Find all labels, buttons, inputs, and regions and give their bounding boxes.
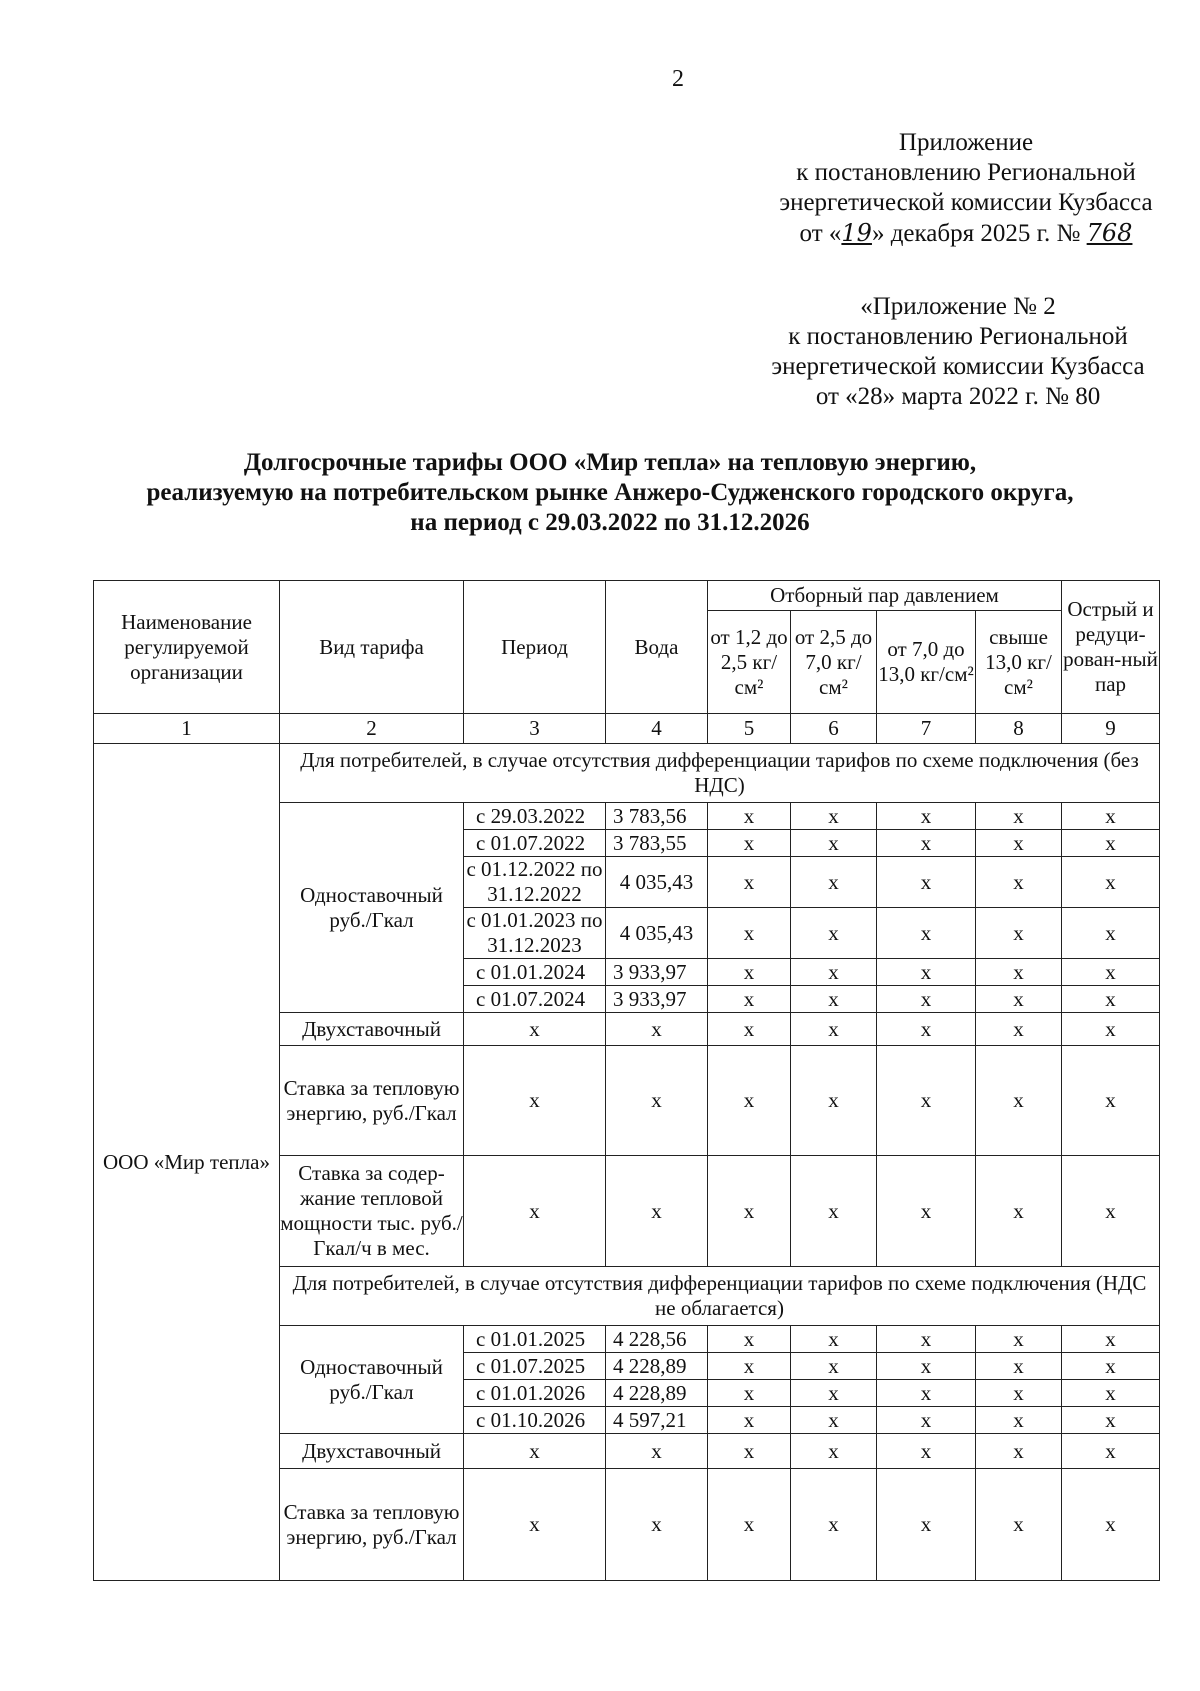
tariff-type-cell: Одноставочный руб./Гкал (280, 803, 464, 1013)
period-cell: с 01.07.2022 (464, 830, 606, 857)
period-cell: с 01.01.2023 по 31.12.2023 (464, 908, 606, 959)
tariff-type-cell: Одноставочный руб./Гкал (280, 1326, 464, 1434)
x-cell: х (1062, 1046, 1160, 1156)
x-cell: х (708, 1156, 791, 1267)
column-number: 5 (708, 714, 791, 744)
x-cell: х (708, 1380, 791, 1407)
x-cell: х (976, 1156, 1062, 1267)
x-cell: х (877, 986, 976, 1013)
column-number: 9 (1062, 714, 1160, 744)
date-prefix: от « (799, 220, 842, 247)
x-cell: х (976, 1013, 1062, 1046)
header-tariff: Вид тарифа (280, 581, 464, 714)
period-cell: с 01.10.2026 (464, 1407, 606, 1434)
column-number: 3 (464, 714, 606, 744)
period-cell: с 01.01.2025 (464, 1326, 606, 1353)
document-title (60, 448, 1160, 538)
period-cell: с 01.01.2026 (464, 1380, 606, 1407)
date-mid: » декабря 2025 г. № (871, 220, 1081, 247)
appendix-line: к постановлению Региональной (796, 159, 1136, 186)
water-value: 4 228,56 (606, 1326, 708, 1353)
x-cell: х (877, 1156, 976, 1267)
x-cell: х (791, 986, 877, 1013)
x-cell: х (708, 1407, 791, 1434)
x-cell: х (976, 803, 1062, 830)
x-cell: х (791, 857, 877, 908)
x-cell: х (877, 830, 976, 857)
period-cell: с 01.07.2024 (464, 986, 606, 1013)
x-cell: х (791, 1380, 877, 1407)
x-cell: х (877, 959, 976, 986)
header-period: Период (464, 581, 606, 714)
appendix2-line: от «28» марта 2022 г. № 80 (815, 383, 1101, 410)
x-cell: х (1062, 1353, 1160, 1380)
x-cell: х (464, 1046, 606, 1156)
tariff-type-cell: Двухставочный (280, 1434, 464, 1469)
header-sharp-steam: Острый и редуци-рован-ный пар (1062, 581, 1160, 714)
x-cell: х (976, 830, 1062, 857)
water-value: 4 228,89 (606, 1353, 708, 1380)
x-cell: х (1062, 1013, 1160, 1046)
x-cell: х (708, 803, 791, 830)
x-cell: х (976, 986, 1062, 1013)
x-cell: х (877, 1013, 976, 1046)
period-cell: с 01.01.2024 (464, 959, 606, 986)
x-cell: х (877, 1407, 976, 1434)
section-header: Для потребителей, в случае отсутствия дифференциации тарифов по схеме подключения (без НДС) (280, 744, 1160, 803)
x-cell: х (708, 908, 791, 959)
tariff-type-cell: Ставка за тепловую энергию, руб./Гкал (280, 1469, 464, 1581)
x-cell: х (1062, 1326, 1160, 1353)
x-cell: х (877, 1434, 976, 1469)
x-cell: х (976, 908, 1062, 959)
appendix2-header (718, 292, 1198, 412)
column-number: 8 (976, 714, 1062, 744)
x-cell: х (791, 1013, 877, 1046)
header-pressure-4: свыше 13,0 кг/см² (976, 611, 1062, 714)
x-cell: х (791, 908, 877, 959)
appendix2-line: к постановлению Региональной (788, 323, 1128, 350)
water-value: 3 783,55 (606, 830, 708, 857)
x-cell: х (877, 908, 976, 959)
x-cell: х (464, 1013, 606, 1046)
x-cell: х (877, 1353, 976, 1380)
x-cell: х (606, 1434, 708, 1469)
tariff-type-cell: Двухставочный (280, 1013, 464, 1046)
header-pressure-1: от 1,2 до 2,5 кг/см² (708, 611, 791, 714)
x-cell: х (877, 1380, 976, 1407)
x-cell: х (1062, 803, 1160, 830)
title-line: реализуемую на потребительском рынке Анжеро-Судженского городского округа, (146, 479, 1074, 506)
x-cell: х (877, 1326, 976, 1353)
x-cell: х (1062, 1469, 1160, 1581)
x-cell: х (791, 1469, 877, 1581)
header-steam: Отборный пар давлением (708, 581, 1062, 611)
header-pressure-2: от 2,5 до 7,0 кг/см² (791, 611, 877, 714)
appendix-header (726, 128, 1200, 249)
header-org: Наименование регулируемой организации (94, 581, 280, 714)
x-cell: х (1062, 908, 1160, 959)
title-line: Долгосрочные тарифы ООО «Мир тепла» на тепловую энергию, (243, 449, 977, 476)
section-header: Для потребителей, в случае отсутствия дифференциации тарифов по схеме подключения (НДС не облагается) (280, 1267, 1160, 1326)
x-cell: х (708, 1469, 791, 1581)
appendix2-line: энергетической комиссии Кузбасса (771, 353, 1145, 380)
column-number: 6 (791, 714, 877, 744)
x-cell: х (976, 1434, 1062, 1469)
x-cell: х (708, 857, 791, 908)
x-cell: х (1062, 1156, 1160, 1267)
x-cell: х (708, 830, 791, 857)
title-line: на период с 29.03.2022 по 31.12.2026 (410, 509, 810, 536)
x-cell: х (606, 1156, 708, 1267)
x-cell: х (976, 1046, 1062, 1156)
water-value: 3 783,56 (606, 803, 708, 830)
x-cell: х (464, 1469, 606, 1581)
x-cell: х (976, 1469, 1062, 1581)
page-number: 2 (672, 66, 684, 92)
period-cell: с 29.03.2022 (464, 803, 606, 830)
x-cell: х (791, 1407, 877, 1434)
x-cell: х (464, 1434, 606, 1469)
column-number: 2 (280, 714, 464, 744)
handwritten-day: 19 (841, 219, 872, 247)
x-cell: х (791, 959, 877, 986)
x-cell: х (791, 830, 877, 857)
x-cell: х (1062, 1434, 1160, 1469)
x-cell: х (708, 1013, 791, 1046)
x-cell: х (877, 803, 976, 830)
x-cell: х (976, 959, 1062, 986)
period-cell: с 01.12.2022 по 31.12.2022 (464, 857, 606, 908)
x-cell: х (1062, 1407, 1160, 1434)
x-cell: х (708, 986, 791, 1013)
period-cell: с 01.07.2025 (464, 1353, 606, 1380)
x-cell: х (1062, 959, 1160, 986)
column-numbers-row (94, 714, 1160, 744)
column-number: 4 (606, 714, 708, 744)
x-cell: х (791, 803, 877, 830)
x-cell: х (606, 1046, 708, 1156)
header-pressure-3: от 7,0 до 13,0 кг/см² (877, 611, 976, 714)
x-cell: х (976, 1326, 1062, 1353)
x-cell: х (877, 857, 976, 908)
x-cell: х (1062, 1380, 1160, 1407)
water-value: 4 035,43 (606, 857, 708, 908)
water-value: 4 597,21 (606, 1407, 708, 1434)
x-cell: х (791, 1046, 877, 1156)
x-cell: х (1062, 986, 1160, 1013)
x-cell: х (877, 1469, 976, 1581)
x-cell: х (791, 1353, 877, 1380)
x-cell: х (791, 1434, 877, 1469)
column-number: 7 (877, 714, 976, 744)
column-number: 1 (94, 714, 280, 744)
water-value: 4 228,89 (606, 1380, 708, 1407)
x-cell: х (976, 1353, 1062, 1380)
x-cell: х (708, 959, 791, 986)
water-value: 4 035,43 (606, 908, 708, 959)
x-cell: х (464, 1156, 606, 1267)
x-cell: х (976, 1407, 1062, 1434)
appendix-date-line (726, 218, 1200, 249)
x-cell: х (708, 1434, 791, 1469)
x-cell: х (791, 1326, 877, 1353)
x-cell: х (976, 857, 1062, 908)
tariff-type-cell: Ставка за тепловую энергию, руб./Гкал (280, 1046, 464, 1156)
org-name-cell: ООО «Мир тепла» (94, 744, 280, 1581)
x-cell: х (606, 1469, 708, 1581)
handwritten-number: 768 (1086, 219, 1133, 247)
water-value: 3 933,97 (606, 986, 708, 1013)
x-cell: х (606, 1013, 708, 1046)
x-cell: х (1062, 830, 1160, 857)
appendix2-line: «Приложение № 2 (860, 293, 1056, 320)
appendix-line: Приложение (898, 129, 1034, 156)
water-value: 3 933,97 (606, 959, 708, 986)
x-cell: х (708, 1046, 791, 1156)
appendix-line: энергетической комиссии Кузбасса (779, 189, 1153, 216)
x-cell: х (877, 1046, 976, 1156)
x-cell: х (1062, 857, 1160, 908)
header-water: Вода (606, 581, 708, 714)
x-cell: х (708, 1353, 791, 1380)
tariff-table (93, 580, 1160, 1581)
tariff-type-cell: Ставка за содер-жание тепловой мощности тыс. руб./Гкал/ч в мес. (280, 1156, 464, 1267)
x-cell: х (791, 1156, 877, 1267)
x-cell: х (708, 1326, 791, 1353)
x-cell: х (976, 1380, 1062, 1407)
